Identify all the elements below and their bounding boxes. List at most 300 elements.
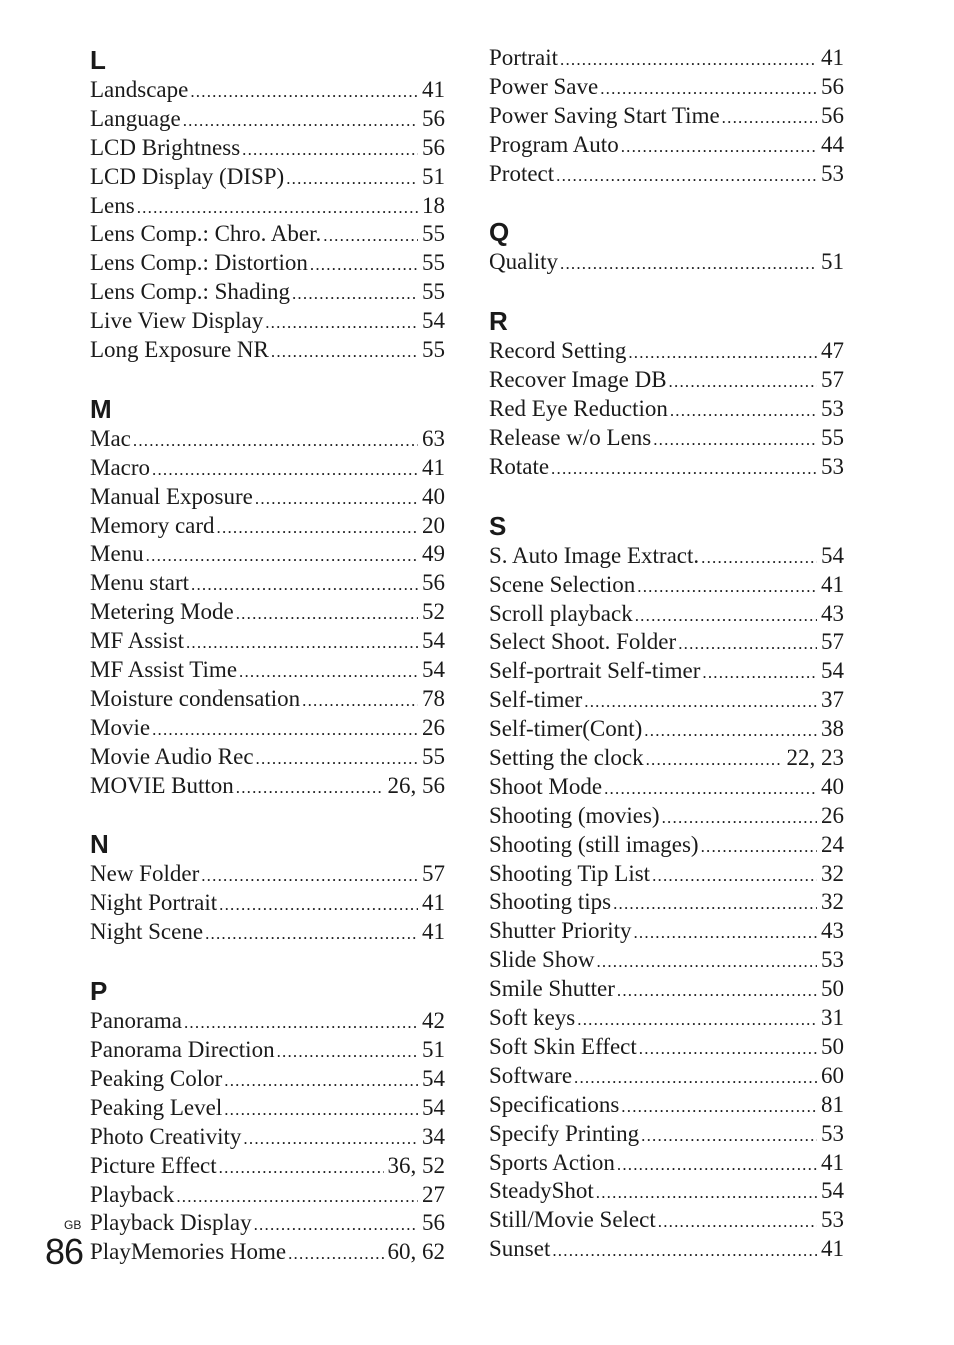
entry-label: Red Eye Reduction xyxy=(489,396,668,422)
index-entry xyxy=(489,715,844,744)
entry-page-numbers: 53 xyxy=(821,453,844,479)
entry-page-numbers: 60, 62 xyxy=(387,1239,445,1265)
dot-leader xyxy=(265,309,418,338)
dot-leader xyxy=(152,456,418,485)
entry-page-numbers: 55 xyxy=(422,743,445,769)
entry-page-numbers: 18 xyxy=(422,192,445,218)
entry-page-numbers: 26 xyxy=(422,714,445,740)
index-entry xyxy=(90,512,445,541)
page-number: 86 xyxy=(45,1231,84,1272)
dot-leader xyxy=(652,862,817,891)
index-entry xyxy=(489,1033,844,1062)
entry-label: Software xyxy=(489,1062,573,1088)
entry-label: MOVIE Button xyxy=(90,772,234,798)
index-column-left xyxy=(90,44,445,1295)
index-entry xyxy=(90,192,445,221)
entry-page-numbers: 56 xyxy=(422,1210,445,1236)
index-entry xyxy=(489,657,844,686)
dot-leader xyxy=(722,104,817,133)
dot-leader xyxy=(600,75,817,104)
index-entry xyxy=(90,685,445,714)
entry-label: Sunset xyxy=(489,1236,551,1262)
dot-leader xyxy=(224,1096,418,1125)
entry-label: Night Scene xyxy=(90,919,204,945)
entry-label: Sports Action xyxy=(489,1149,615,1175)
dot-leader xyxy=(701,544,817,573)
index-entry xyxy=(90,540,445,569)
dot-leader xyxy=(644,717,817,746)
entry-page-numbers: 26 xyxy=(821,802,844,828)
entry-label: Live View Display xyxy=(90,308,264,334)
entry-page-numbers: 24 xyxy=(821,831,844,857)
entry-label: SteadyShot xyxy=(489,1178,594,1204)
dot-leader xyxy=(302,687,418,716)
entry-page-numbers: 53 xyxy=(821,1207,844,1233)
dot-leader xyxy=(678,630,817,659)
entry-label: Scroll playback xyxy=(489,600,633,626)
section-letter: Q xyxy=(489,217,510,248)
index-entry xyxy=(489,102,844,131)
entry-page-numbers: 22, 23 xyxy=(786,745,844,771)
dot-leader xyxy=(596,1179,817,1208)
index-section xyxy=(489,510,844,1264)
index-entry xyxy=(489,337,844,366)
dot-leader xyxy=(137,194,418,223)
index-entry xyxy=(489,1149,844,1178)
entry-label: Rotate xyxy=(489,453,550,479)
entry-page-numbers: 54 xyxy=(821,1178,844,1204)
entry-label: New Folder xyxy=(90,861,200,887)
dot-leader xyxy=(310,251,418,280)
entry-label: Mac xyxy=(90,425,131,451)
index-entry xyxy=(489,44,844,73)
index-entry xyxy=(90,1036,445,1065)
index-section xyxy=(90,975,445,1267)
entry-page-numbers: 56 xyxy=(422,105,445,131)
entry-page-numbers: 57 xyxy=(821,367,844,393)
index-entry xyxy=(489,571,844,600)
index-entry xyxy=(489,600,844,629)
index-entry xyxy=(489,860,844,889)
index-entry xyxy=(489,917,844,946)
entry-page-numbers: 40 xyxy=(422,483,445,509)
entry-label: LCD Display (DISP) xyxy=(90,163,285,189)
dot-leader xyxy=(613,890,817,919)
entry-page-numbers: 54 xyxy=(422,1065,445,1091)
entry-page-numbers: 36, 52 xyxy=(387,1152,445,1178)
entry-page-numbers: 55 xyxy=(422,250,445,276)
index-entry xyxy=(489,1235,844,1264)
dot-leader xyxy=(556,162,817,191)
entry-page-numbers: 55 xyxy=(422,337,445,363)
index-section xyxy=(90,828,445,947)
dot-leader xyxy=(205,920,418,949)
entry-page-numbers: 54 xyxy=(422,308,445,334)
index-entry xyxy=(489,131,844,160)
index-entry xyxy=(489,1004,844,1033)
dot-leader xyxy=(288,1240,383,1269)
entry-page-numbers: 51 xyxy=(422,1037,445,1063)
dot-leader xyxy=(658,1208,817,1237)
entry-label: Macro xyxy=(90,454,151,480)
entry-page-numbers: 49 xyxy=(422,541,445,567)
dot-leader xyxy=(635,602,817,631)
index-entry xyxy=(90,425,445,454)
section-letter: P xyxy=(90,976,108,1007)
entry-label: Language xyxy=(90,105,181,131)
entry-page-numbers: 37 xyxy=(821,687,844,713)
entry-label: Quality xyxy=(489,249,558,275)
dot-leader xyxy=(243,1125,418,1154)
entry-page-numbers: 20 xyxy=(422,512,445,538)
dot-leader xyxy=(242,136,418,165)
dot-leader xyxy=(277,1038,418,1067)
dot-leader xyxy=(584,688,817,717)
index-entry xyxy=(90,278,445,307)
dot-leader xyxy=(219,891,418,920)
entry-page-numbers: 55 xyxy=(422,279,445,305)
index-entry xyxy=(489,1206,844,1235)
index-entry xyxy=(90,772,445,801)
entry-label: Shoot Mode xyxy=(489,773,603,799)
dot-leader xyxy=(239,658,418,687)
entry-label: MF Assist xyxy=(90,628,184,654)
section-letter: N xyxy=(90,829,109,860)
entry-label: Shooting Tip List xyxy=(489,860,651,886)
index-entry xyxy=(489,831,844,860)
index-entry xyxy=(90,1152,445,1181)
index-entry xyxy=(489,424,844,453)
entry-label: LCD Brightness xyxy=(90,134,241,160)
index-entry xyxy=(90,76,445,105)
entry-label: MF Assist Time xyxy=(90,657,238,683)
dot-leader xyxy=(662,804,817,833)
index-entry xyxy=(90,1007,445,1036)
entry-page-numbers: 56 xyxy=(821,102,844,128)
dot-leader xyxy=(604,775,817,804)
entry-page-numbers: 47 xyxy=(821,338,844,364)
entry-label: Night Portrait xyxy=(90,890,218,916)
entry-label: Moisture condensation xyxy=(90,685,301,711)
dot-leader xyxy=(184,1009,418,1038)
entry-label: Long Exposure NR xyxy=(90,337,269,363)
dot-leader xyxy=(552,1237,817,1266)
dot-leader xyxy=(653,426,817,455)
entry-label: Panorama xyxy=(90,1008,182,1034)
dot-leader xyxy=(133,427,418,456)
entry-label: Smile Shutter xyxy=(489,976,615,1002)
index-entry xyxy=(90,163,445,192)
index-entry xyxy=(90,249,445,278)
index-entry xyxy=(90,454,445,483)
entry-page-numbers: 41 xyxy=(422,454,445,480)
index-section xyxy=(489,305,844,481)
entry-page-numbers: 41 xyxy=(821,1149,844,1175)
index-entry xyxy=(90,1238,445,1267)
index-entry xyxy=(489,1062,844,1091)
dot-leader xyxy=(641,1122,817,1151)
entry-page-numbers: 53 xyxy=(821,396,844,422)
dot-leader xyxy=(670,397,817,426)
index-entry xyxy=(90,220,445,249)
entry-label: Program Auto xyxy=(489,131,619,157)
index-section xyxy=(489,44,844,188)
entry-label: Shooting (still images) xyxy=(489,831,699,857)
entry-page-numbers: 55 xyxy=(422,221,445,247)
index-column-right xyxy=(489,44,844,1292)
entry-label: Metering Mode xyxy=(90,599,234,625)
dot-leader xyxy=(551,455,817,484)
entry-page-numbers: 40 xyxy=(821,773,844,799)
entry-page-numbers: 57 xyxy=(821,629,844,655)
dot-leader xyxy=(574,1064,817,1093)
dot-leader xyxy=(217,514,418,543)
index-entry xyxy=(489,160,844,189)
dot-leader xyxy=(219,1154,384,1183)
entry-page-numbers: 50 xyxy=(821,976,844,1002)
entry-label: Playback xyxy=(90,1181,175,1207)
entry-page-numbers: 32 xyxy=(821,889,844,915)
index-entry xyxy=(489,73,844,102)
dot-leader xyxy=(146,542,418,571)
entry-label: Peaking Color xyxy=(90,1065,223,1091)
entry-label: Lens xyxy=(90,192,135,218)
entry-label: Soft keys xyxy=(489,1005,576,1031)
entry-page-numbers: 60 xyxy=(821,1062,844,1088)
entry-page-numbers: 34 xyxy=(422,1123,445,1149)
entry-page-numbers: 50 xyxy=(821,1033,844,1059)
entry-page-numbers: 63 xyxy=(422,425,445,451)
entry-page-numbers: 41 xyxy=(422,77,445,102)
entry-label: Still/Movie Select xyxy=(489,1207,656,1233)
entry-page-numbers: 81 xyxy=(821,1091,844,1117)
entry-page-numbers: 54 xyxy=(821,658,844,684)
entry-page-numbers: 53 xyxy=(821,1120,844,1146)
entry-page-numbers: 56 xyxy=(422,134,445,160)
index-entry xyxy=(489,1120,844,1149)
entry-label: Photo Creativity xyxy=(90,1123,242,1149)
dot-leader xyxy=(236,600,418,629)
dot-leader xyxy=(596,948,817,977)
entry-page-numbers: 51 xyxy=(422,163,445,189)
entry-label: Power Saving Start Time xyxy=(489,102,720,128)
index-entry xyxy=(90,627,445,656)
index-entry xyxy=(489,628,844,657)
entry-label: Specifications xyxy=(489,1091,620,1117)
entry-page-numbers: 54 xyxy=(422,628,445,654)
section-letter: M xyxy=(90,393,112,424)
entry-page-numbers: 56 xyxy=(422,570,445,596)
index-entry xyxy=(489,888,844,917)
entry-page-numbers: 43 xyxy=(821,918,844,944)
entry-page-numbers: 54 xyxy=(422,1094,445,1120)
dot-leader xyxy=(323,222,418,251)
entry-label: Shutter Priority xyxy=(489,918,632,944)
dot-leader xyxy=(224,1067,418,1096)
entry-page-numbers: 53 xyxy=(821,947,844,973)
dot-leader xyxy=(617,977,817,1006)
entry-label: Movie xyxy=(90,714,151,740)
dot-leader xyxy=(186,629,418,658)
entry-label: Scene Selection xyxy=(489,571,636,597)
index-entry xyxy=(90,1065,445,1094)
dot-leader xyxy=(702,659,817,688)
entry-page-numbers: 32 xyxy=(821,860,844,886)
dot-leader xyxy=(191,571,418,600)
index-entry xyxy=(489,542,844,571)
index-entry xyxy=(90,918,445,947)
entry-label: PlayMemories Home xyxy=(90,1239,287,1265)
entry-page-numbers: 41 xyxy=(821,1236,844,1262)
entry-label: Lens Comp.: Chro. Aber. xyxy=(90,221,322,247)
index-entry xyxy=(90,1209,445,1238)
index-entry xyxy=(90,307,445,336)
dot-leader xyxy=(236,774,384,803)
index-entry xyxy=(489,686,844,715)
entry-label: Release w/o Lens xyxy=(489,425,652,451)
index-entry xyxy=(489,248,844,277)
index-entry xyxy=(90,569,445,598)
index-entry xyxy=(489,1177,844,1206)
entry-page-numbers: 52 xyxy=(422,599,445,625)
entry-page-numbers: 41 xyxy=(422,919,445,945)
index-entry xyxy=(90,336,445,365)
entry-page-numbers: 54 xyxy=(821,542,844,568)
entry-page-numbers: 57 xyxy=(422,861,445,887)
entry-page-numbers: 53 xyxy=(821,160,844,186)
entry-page-numbers: 41 xyxy=(821,571,844,597)
dot-leader xyxy=(560,250,817,279)
entry-page-numbers: 38 xyxy=(821,716,844,742)
dot-leader xyxy=(176,1183,418,1212)
entry-page-numbers: 55 xyxy=(821,425,844,451)
index-entry xyxy=(90,860,445,889)
entry-label: S. Auto Image Extract. xyxy=(489,542,700,568)
dot-leader xyxy=(286,165,418,194)
index-entry xyxy=(90,483,445,512)
entry-label: Self-portrait Self-timer xyxy=(489,658,701,684)
entry-page-numbers: 42 xyxy=(422,1008,445,1034)
entry-page-numbers: 26, 56 xyxy=(387,772,445,798)
entry-label: Select Shoot. Folder xyxy=(489,629,677,655)
entry-page-numbers: 27 xyxy=(422,1181,445,1207)
entry-label: Soft Skin Effect xyxy=(489,1033,637,1059)
dot-leader xyxy=(637,573,817,602)
index-entry xyxy=(90,1181,445,1210)
index-entry xyxy=(90,598,445,627)
entry-label: Self-timer(Cont) xyxy=(489,716,643,742)
index-entry xyxy=(489,802,844,831)
index-section xyxy=(90,393,445,801)
index-section xyxy=(489,216,844,277)
dot-leader xyxy=(639,1035,817,1064)
dot-leader xyxy=(201,862,418,891)
entry-page-numbers: 31 xyxy=(821,1005,844,1031)
entry-label: Lens Comp.: Shading xyxy=(90,279,290,305)
entry-page-numbers: 43 xyxy=(821,600,844,626)
dot-leader xyxy=(646,746,783,775)
index-entry xyxy=(90,743,445,772)
dot-leader xyxy=(152,716,418,745)
index-entry xyxy=(489,395,844,424)
dot-leader xyxy=(560,46,817,75)
entry-label: Self-timer xyxy=(489,687,583,713)
index-section xyxy=(90,44,445,365)
dot-leader xyxy=(183,107,418,136)
entry-page-numbers: 51 xyxy=(821,249,844,275)
entry-label: Movie Audio Rec xyxy=(90,743,254,769)
dot-leader xyxy=(292,280,418,309)
entry-label: Manual Exposure xyxy=(90,483,253,509)
dot-leader xyxy=(577,1006,817,1035)
entry-label: Memory card xyxy=(90,512,215,538)
section-letter: R xyxy=(489,306,508,337)
entry-page-numbers: 56 xyxy=(821,73,844,99)
entry-label: Specify Printing xyxy=(489,1120,640,1146)
index-entry xyxy=(489,366,844,395)
index-entry xyxy=(90,1123,445,1152)
entry-label: Picture Effect xyxy=(90,1152,217,1178)
entry-label: Power Save xyxy=(489,73,599,99)
entry-page-numbers: 44 xyxy=(821,131,844,157)
index-entry xyxy=(489,1091,844,1120)
index-entry xyxy=(489,773,844,802)
entry-page-numbers: 54 xyxy=(422,657,445,683)
section-letter: S xyxy=(489,510,507,541)
entry-label: Setting the clock xyxy=(489,745,644,771)
entry-page-numbers: 41 xyxy=(422,890,445,916)
entry-label: Lens Comp.: Distortion xyxy=(90,250,308,276)
dot-leader xyxy=(701,833,817,862)
entry-label: Landscape xyxy=(90,77,189,102)
dot-leader xyxy=(256,745,418,774)
entry-label: Recover Image DB xyxy=(489,367,667,393)
dot-leader xyxy=(254,1211,418,1240)
entry-label: Record Setting xyxy=(489,338,627,364)
index-entry xyxy=(90,1094,445,1123)
dot-leader xyxy=(617,1151,817,1180)
index-entry xyxy=(90,889,445,918)
dot-leader xyxy=(271,338,418,367)
entry-label: Menu xyxy=(90,541,144,567)
index-entry xyxy=(489,744,844,773)
entry-label: Shooting tips xyxy=(489,889,612,915)
region-code: GB xyxy=(64,1218,82,1232)
entry-label: Shooting (movies) xyxy=(489,802,660,828)
entry-page-numbers: 78 xyxy=(422,685,445,711)
index-entry xyxy=(489,453,844,482)
dot-leader xyxy=(628,339,817,368)
index-entry xyxy=(489,946,844,975)
entry-label: Peaking Level xyxy=(90,1094,223,1120)
dot-leader xyxy=(669,368,817,397)
entry-label: Panorama Direction xyxy=(90,1037,275,1063)
entry-label: Slide Show xyxy=(489,947,595,973)
dot-leader xyxy=(633,919,817,948)
index-entry xyxy=(90,134,445,163)
entry-label: Playback Display xyxy=(90,1210,252,1236)
entry-label: Menu start xyxy=(90,570,190,596)
dot-leader xyxy=(190,78,418,107)
section-letter: L xyxy=(90,45,106,75)
index-entry xyxy=(90,656,445,685)
entry-label: Protect xyxy=(489,160,555,186)
entry-page-numbers: 41 xyxy=(821,45,844,70)
index-entry xyxy=(489,975,844,1004)
dot-leader xyxy=(621,133,817,162)
index-entry xyxy=(90,105,445,134)
dot-leader xyxy=(255,485,418,514)
